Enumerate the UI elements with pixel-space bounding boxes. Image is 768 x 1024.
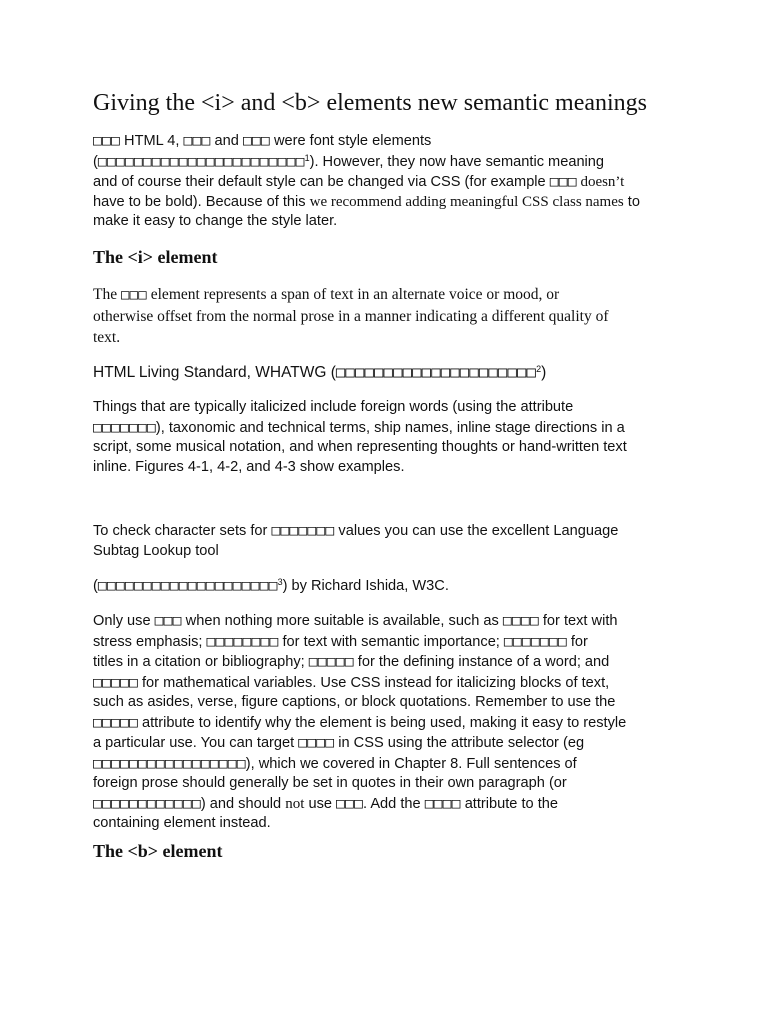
url-placeholder: □□□□□□□□□□□□□□□□□□□□□□□	[97, 152, 305, 170]
code-placeholder: □□□	[336, 794, 364, 812]
code-placeholder: □□□□	[502, 612, 539, 629]
quote-line-1	[93, 284, 685, 306]
code-placeholder: □□□□□□□	[271, 522, 335, 539]
code-placeholder: □□□	[242, 132, 270, 149]
block-quote	[93, 284, 685, 348]
only-use-line-5: such as asides, verse, figure captions, or block quotations. Remember to use the	[93, 694, 616, 710]
code-placeholder: □□□□□□□	[93, 418, 156, 436]
only-use-line-11: containing element instead.	[93, 815, 271, 831]
text-run: element represents a span of text in an alternate voice or mood, or	[146, 286, 560, 303]
intro-line-4	[93, 193, 685, 213]
page-title: Giving the <i> and <b> elements new semantic meanings	[93, 90, 648, 116]
code-placeholder: □□□	[154, 612, 182, 629]
text-run: To check character sets for	[93, 523, 272, 539]
text-run: stress emphasis;	[93, 633, 207, 650]
code-placeholder: □□□□□	[93, 713, 138, 731]
section-heading-b-element: The <b> element	[93, 841, 223, 861]
intro-line-2	[93, 152, 685, 173]
only-use-line-10	[93, 794, 685, 815]
quote-line-2: otherwise offset from the normal prose in a manner indicating a different quality of	[93, 308, 609, 325]
italicized-line-3: script, some musical notation, and when representing thoughts or hand-written text	[93, 439, 627, 455]
url-placeholder: □□□□□□□□□□□□□□□□□□□□	[97, 577, 278, 594]
lookup-line	[93, 576, 685, 597]
code-placeholder: □□□	[183, 132, 211, 149]
footnote-marker: 3	[277, 577, 283, 587]
only-use-line-9: foreign prose should generally be set in quotes in their own paragraph (or	[93, 775, 567, 791]
text-run: . Add the	[363, 795, 425, 812]
text-run: ) by Richard Ishida, W3C.	[282, 578, 449, 594]
footnote-marker: 2	[536, 364, 542, 374]
text-run: in CSS using the attribute selector (eg	[334, 735, 585, 751]
text-run: attribute to the	[460, 795, 558, 812]
text-run: ) and should	[200, 795, 286, 812]
intro-paragraph	[93, 131, 685, 232]
text-run: and	[210, 133, 243, 149]
only-use-line-4	[93, 673, 685, 694]
text-run: ). However, they now have semantic meaning	[309, 153, 605, 170]
text-run: for text with	[538, 613, 618, 629]
text-run: doesn’t	[576, 174, 625, 190]
italicized-line-2	[93, 418, 685, 439]
text-run: and of course their default style can be changed via CSS (for example	[93, 174, 550, 190]
text-run: )	[541, 364, 547, 381]
charsets-line-1	[93, 521, 685, 542]
charsets-line-2: Subtag Lookup tool	[93, 542, 219, 559]
intro-line-5: make it easy to change the style later.	[93, 213, 338, 229]
code-placeholder: □□□□□	[93, 673, 138, 691]
code-placeholder: □□□□□	[308, 653, 354, 670]
text-run: not	[285, 795, 305, 812]
text-run: for text with semantic importance;	[278, 633, 504, 650]
code-placeholder: □□□□□□□□	[206, 632, 279, 650]
only-use-line-1	[93, 611, 685, 632]
quote-line-3: text.	[93, 329, 121, 346]
code-placeholder: □□□□□□□□□□□□□□□□□	[93, 754, 246, 772]
text-run: The	[93, 286, 121, 303]
text-run: titles in a citation or bibliography;	[93, 654, 309, 670]
only-use-line-2	[93, 632, 685, 653]
text-run: ), taxonomic and technical terms, ship names, inline stage directions in a	[155, 419, 625, 436]
text-run: ), which we covered in Chapter 8. Full sentences of	[245, 755, 577, 772]
text-run: values you can use the excellent Language	[334, 523, 619, 539]
italicized-paragraph	[93, 398, 685, 477]
text-run: to	[623, 193, 640, 210]
code-placeholder: □□□□	[424, 794, 461, 812]
only-use-line-7	[93, 733, 685, 754]
intro-line-1	[93, 131, 685, 152]
text-run: when nothing more suitable is available, such as	[181, 613, 503, 629]
code-placeholder: □□□□□□□□□□□□	[93, 794, 201, 812]
charsets-paragraph	[93, 521, 685, 561]
text-run: Only use	[93, 613, 155, 629]
only-use-line-6	[93, 713, 685, 734]
lookup-tool-line	[93, 576, 685, 597]
code-placeholder: □□□	[93, 132, 120, 149]
code-placeholder: □□□□□□□	[503, 632, 567, 650]
code-placeholder: □□□	[120, 287, 147, 303]
text-run: have to be bold). Because of this	[93, 193, 310, 210]
text-run: we recommend adding meaningful CSS class names	[309, 193, 624, 210]
text-run: HTML 4,	[119, 133, 184, 149]
text-run: use	[304, 795, 337, 812]
text-run: for mathematical variables. Use CSS instead for italicizing blocks of text,	[137, 674, 610, 691]
italicized-line-1: Things that are typically italicized include foreign words (using the attribute	[93, 399, 574, 415]
text-run: for the defining instance of a word; and	[353, 654, 610, 670]
only-use-paragraph	[93, 611, 685, 834]
text-run: for	[566, 633, 588, 650]
section-heading-i-element: The <i> element	[93, 247, 218, 267]
code-placeholder: □□□	[549, 173, 577, 190]
intro-line-3	[93, 172, 685, 193]
only-use-line-8	[93, 754, 685, 775]
text-run: were font style elements	[269, 133, 432, 149]
text-run: (	[93, 578, 98, 594]
text-run: HTML Living Standard, WHATWG (	[93, 364, 336, 381]
only-use-line-3	[93, 652, 685, 673]
text-run: (	[93, 153, 98, 170]
footnote-marker: 1	[304, 152, 310, 163]
text-run: attribute to identify why the element is being used, making it easy to restyle	[137, 714, 627, 731]
italicized-line-4: inline. Figures 4-1, 4-2, and 4-3 show examples.	[93, 458, 405, 475]
text-run: a particular use. You can target	[93, 735, 299, 751]
code-placeholder: □□□□	[298, 734, 335, 751]
quote-citation	[93, 362, 685, 383]
url-placeholder: □□□□□□□□□□□□□□□□□□□□□	[335, 363, 537, 381]
